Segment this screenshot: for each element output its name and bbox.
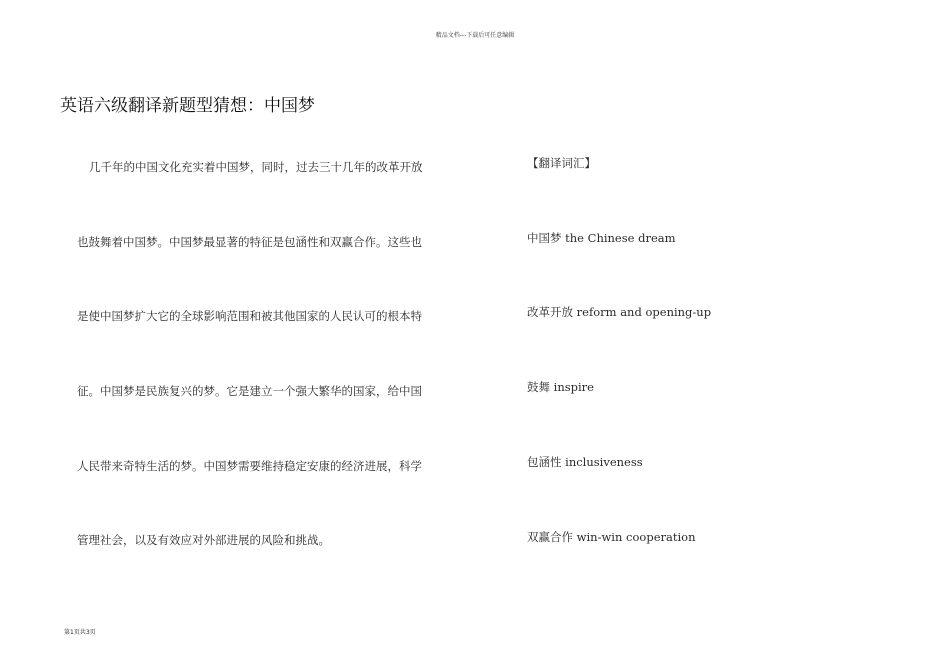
vocab-item: 双赢合作 win-win cooperation xyxy=(527,530,696,544)
passage-line-3: 是使中国梦扩大它的全球影响范围和被其他国家的人民认可的根本特 xyxy=(77,309,422,323)
vocab-item: 改革开放 reform and opening-up xyxy=(527,305,712,319)
passage-line-2: 也鼓舞着中国梦。中国梦最显著的特征是包涵性和双赢合作。这些也 xyxy=(77,235,422,249)
vocab-heading: 【翻译词汇】 xyxy=(527,156,596,170)
passage-line-4: 征。中国梦是民族复兴的梦。它是建立一个强大繁华的国家，给中国 xyxy=(77,384,422,398)
vocab-item: 中国梦 the Chinese dream xyxy=(527,231,676,245)
vocab-item: 包涵性 inclusiveness xyxy=(527,455,643,469)
vocab-item: 鼓舞 inspire xyxy=(527,380,594,394)
page-title: 英语六级翻译新题型猜想：中国梦 xyxy=(60,96,315,116)
passage-line-1: 几千年的中国文化充实着中国梦，同时，过去三十几年的改革开放 xyxy=(89,160,423,174)
passage-line-6: 管理社会，以及有效应对外部进展的风险和挑战。 xyxy=(77,533,330,547)
page-number: 第1页共3页 xyxy=(64,629,96,636)
header-note: 精品文档---下载后可任意编辑 xyxy=(435,32,515,39)
passage-line-5: 人民带来奇特生活的梦。中国梦需要维持稳定安康的经济进展，科学 xyxy=(77,459,422,473)
